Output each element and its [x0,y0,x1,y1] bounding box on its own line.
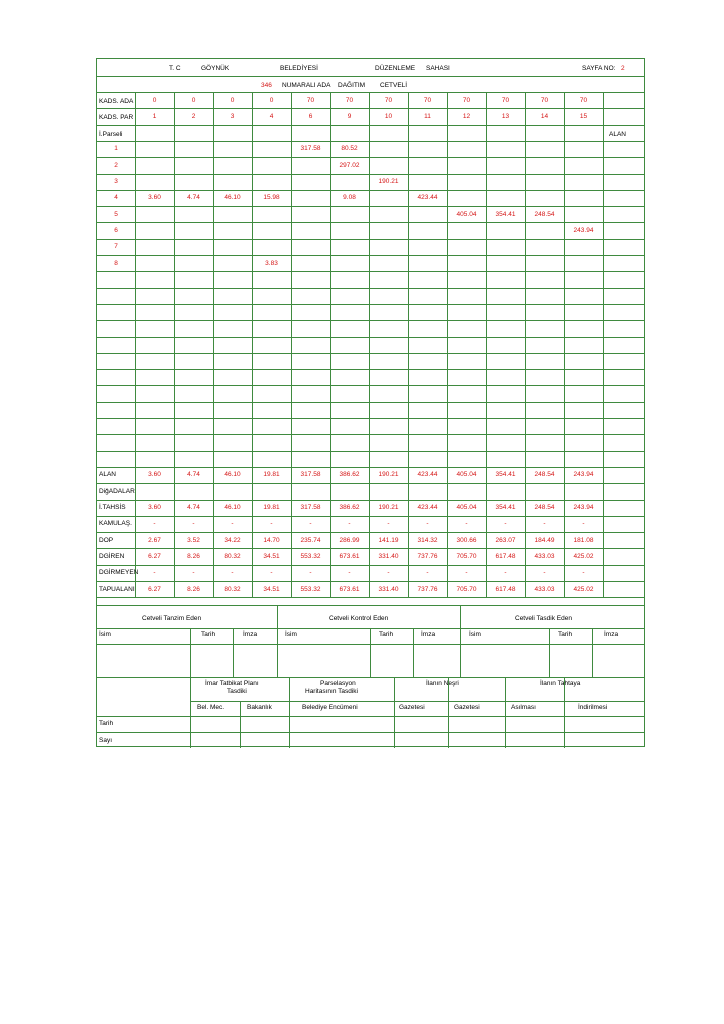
grid-line-v [564,677,565,748]
parcel-cell: 46.10 [224,194,241,202]
grid-line-h [97,141,644,142]
summary-cell: 6.27 [148,585,161,593]
grid-line-v [603,92,604,597]
parcel-cell: 80.52 [341,145,358,153]
summary-cell: 433.03 [534,552,555,560]
kads-ada-cell: 70 [384,96,393,104]
prepared-by-label: Cetveli Tanzim Eden [142,615,202,622]
area-label-2: SAHASI [426,65,450,72]
grid-line-v [448,677,449,748]
parcel-cell: 3.60 [148,194,161,202]
parcel-id: 1 [114,145,118,153]
grid-line-h [97,716,644,717]
grid-line-h [97,565,644,566]
grid-line-h [97,288,644,289]
grid-line-v [413,628,414,677]
subtitle-1: NUMARALI ADA [282,82,331,89]
tc-label: T. C [169,65,181,72]
grid-line-h [97,385,644,386]
summary-cell: - [582,520,585,528]
summary-cell: 34.51 [263,585,280,593]
kads-ada-cell: 0 [191,96,196,104]
parcel-id: 7 [114,243,118,251]
asilmasi-label: Asılması [511,704,536,711]
summary-cell: 354.41 [495,471,516,479]
grid-line-h [97,581,644,582]
kads-par-cell: 13 [501,112,510,120]
summary-cell: 46.10 [224,471,241,479]
summary-row-label: DiğADALAR [99,487,135,495]
kads-par-cell: 2 [191,112,196,120]
grid-line-h [97,190,644,191]
summary-cell: 6.27 [148,552,161,560]
kads-ada-cell: 70 [462,96,471,104]
checked-by-label: Cetveli Kontrol Eden [329,615,389,622]
approved-name-label: İsim [469,631,481,638]
summary-cell: - [231,520,234,528]
kads-ada-cell: 70 [501,96,510,104]
summary-cell: 4.74 [187,471,200,479]
summary-cell: 737.76 [417,552,438,560]
approved-by-label: Cetveli Tasdik Eden [515,615,572,622]
summary-cell: 141.19 [378,536,399,544]
parcel-id: 2 [114,161,118,169]
summary-cell: - [270,520,273,528]
summary-row-label: DGİREN [99,552,125,560]
kads-ada-label: KADS. ADA [99,98,134,105]
summary-cell: 617.48 [495,552,516,560]
grid-line-v [370,628,371,677]
summary-cell: 425.02 [573,585,594,593]
grid-line-h [97,500,644,501]
grid-line-h [97,92,644,93]
page-label: SAYFA NO: [582,65,616,72]
grid-line-h [97,548,644,549]
kads-ada-cell: 70 [345,96,354,104]
summary-cell: - [231,569,234,577]
parcel-id: 6 [114,226,118,234]
parcel-cell: 248.54 [534,210,555,218]
summary-cell: 8.26 [187,552,200,560]
summary-cell: - [582,569,585,577]
kads-par-cell: 4 [269,112,274,120]
sayi-label: Sayı [99,737,113,744]
summary-cell: 705.70 [456,552,477,560]
summary-row-label: KAMULAŞ. [99,520,132,528]
summary-cell: - [192,520,195,528]
bakanlik-label: Bakanlık [247,704,272,711]
summary-cell: 405.04 [456,471,477,479]
grid-line-h [97,467,644,468]
checked-name-label: İsim [285,631,297,638]
summary-cell: 300.66 [456,536,477,544]
summary-row-label: DOP [99,536,114,544]
kads-par-cell: 9 [347,112,352,120]
municipality-label: BELEDİYESİ [280,65,318,72]
grid-line-h [97,271,644,272]
kads-ada-cell: 70 [423,96,432,104]
grid-line-h [97,125,644,126]
summary-cell: - [348,520,351,528]
subtitle-3: CETVELİ [380,82,408,89]
kads-par-cell: 12 [462,112,471,120]
summary-cell: 184.49 [534,536,555,544]
alan-column-label: ALAN [609,131,626,138]
parcel-cell: 3.83 [265,259,278,267]
parcel-id: 8 [114,259,118,267]
summary-cell: 190.21 [378,504,399,511]
area-label-1: DÜZENLEME [375,65,416,72]
summary-cell: - [309,569,312,577]
distribution-sheet [96,58,645,747]
summary-cell: - [504,520,507,528]
grid-line-v [277,605,278,628]
grid-line-h [97,434,644,435]
grid-line-h [97,337,644,338]
indirilmesi-label: İndirilmesi [578,704,608,711]
grid-line-h [97,239,644,240]
grid-line-v [190,628,191,677]
summary-cell: 243.94 [573,471,594,479]
summary-cell: 617.48 [495,585,516,593]
summary-cell: 34.51 [263,552,280,560]
grid-line-h [97,732,644,733]
summary-cell: 190.21 [378,471,399,479]
summary-cell: 2.67 [148,536,161,544]
ilanin-nesri-label: İlanın Neşri [426,680,459,687]
summary-cell: - [153,569,156,577]
summary-cell: 705.70 [456,585,477,593]
summary-cell: 423.44 [417,471,438,479]
kads-ada-cell: 70 [306,96,315,104]
grid-line-h [97,320,644,321]
subtitle-2: DAĞITIM [338,82,366,89]
kads-par-cell: 6 [308,112,313,120]
summary-cell: 248.54 [534,504,555,511]
grid-line-v [289,677,290,748]
grid-line-h [97,418,644,419]
summary-cell: 235.74 [300,536,321,544]
grid-line-h [97,516,644,517]
summary-cell: - [387,520,390,528]
grid-line-v [240,701,241,748]
grid-line-h [97,304,644,305]
approved-date-label: Tarih [558,631,573,638]
summary-cell: 46.10 [224,504,241,511]
summary-cell: - [465,569,468,577]
summary-cell: 386.62 [339,471,360,479]
summary-cell: 673.61 [339,585,360,593]
summary-cell: - [270,569,273,577]
grid-line-h [97,222,644,223]
grid-line-h [97,76,644,77]
summary-cell: 34.22 [224,536,241,544]
grid-line-h [97,157,644,158]
summary-cell: - [348,569,351,577]
parcel-cell: 4.74 [187,194,200,202]
parcel-cell: 423.44 [417,194,438,202]
summary-cell: - [543,520,546,528]
grid-line-h [97,483,644,484]
parcel-id: 4 [114,194,118,202]
kads-ada-cell: 0 [269,96,274,104]
grid-line-v [549,628,550,677]
parcel-cell: 297.02 [339,161,360,169]
summary-cell: 553.32 [300,552,321,560]
kads-par-cell: 10 [384,112,393,120]
tarih-label: Tarih [99,720,114,727]
summary-cell: 433.03 [534,585,555,593]
parcel-cell: 190.21 [378,178,399,185]
grid-line-h [97,174,644,175]
summary-cell: - [504,569,507,577]
grid-line-h [97,605,644,606]
grid-line-v [505,677,506,748]
summary-cell: 317.58 [300,471,321,479]
ilanin-tahtaya-label: İlanın Tahtaya [540,680,581,687]
grid-line-h [97,532,644,533]
summary-cell: - [426,520,429,528]
kads-ada-cell: 70 [540,96,549,104]
summary-cell: 553.32 [300,585,321,593]
bel-mec-label: Bel. Mec. [197,704,225,711]
parcel-cell: 243.94 [573,226,594,234]
grid-line-v [592,628,593,677]
summary-cell: - [309,520,312,528]
checked-date-label: Tarih [379,631,394,638]
summary-cell: - [387,569,390,577]
ada-number: 346 [261,82,272,89]
i-parseli-label: İ.Parseli [99,131,123,138]
parcel-cell: 9.08 [343,194,356,202]
summary-cell: 3.52 [187,536,200,544]
summary-cell: 317.58 [300,504,321,511]
kads-par-label: KADS. PAR [99,114,134,121]
parcel-id: 3 [114,178,118,185]
grid-line-h [97,255,644,256]
grid-line-h [97,597,644,598]
prepared-sign-label: İmza [243,631,258,638]
belediye-encumeni-label: Belediye Encümeni [302,704,358,711]
summary-cell: 3.60 [148,471,161,479]
summary-cell: 14.70 [263,536,280,544]
grid-line-v [233,628,234,677]
summary-cell: 386.62 [339,504,360,511]
imar-plan-label-2: Tasdiki [227,688,247,695]
gazetesi-label-1: Gazetesi [399,704,425,711]
kads-par-cell: 3 [230,112,235,120]
page-number: 2 [621,65,625,72]
summary-cell: - [426,569,429,577]
summary-row-label: TAPUALANI [99,585,135,593]
summary-cell: 4.74 [187,504,200,511]
summary-cell: 354.41 [495,504,516,511]
summary-cell: 737.76 [417,585,438,593]
summary-cell: 263.07 [495,536,516,544]
parcel-cell: 15.98 [263,194,280,202]
parselasyon-label-2: Haritasının Tasdiki [305,688,358,695]
summary-cell: - [543,569,546,577]
summary-cell: 286.99 [339,536,360,544]
grid-line-h [97,108,644,109]
grid-line-h [97,206,644,207]
summary-cell: - [192,569,195,577]
checked-sign-label: İmza [421,631,436,638]
summary-cell: 425.02 [573,552,594,560]
summary-cell: 181.08 [573,536,594,544]
summary-cell: 8.26 [187,585,200,593]
summary-cell: 405.04 [456,504,477,511]
grid-line-v [460,628,461,677]
summary-cell: - [153,520,156,528]
summary-cell: 423.44 [417,504,438,511]
summary-cell: 331.40 [378,585,399,593]
grid-line-h [97,677,644,678]
summary-row-label: ALAN [99,471,116,479]
summary-cell: 3.60 [148,504,161,511]
kads-par-cell: 1 [152,112,157,120]
grid-line-h [97,369,644,370]
prepared-name-label: İsim [99,631,111,638]
summary-cell: 19.81 [263,504,280,511]
summary-cell: 80.32 [224,585,241,593]
kads-ada-cell: 0 [230,96,235,104]
grid-line-v [460,605,461,628]
summary-row-label: DGİRMEYEN [99,569,139,577]
gazetesi-label-2: Gazetesi [454,704,480,711]
parcel-cell: 317.58 [300,145,321,153]
parcel-cell: 354.41 [495,210,516,218]
kads-ada-cell: 0 [152,96,157,104]
summary-row-label: İ.TAHSİS [99,504,126,511]
parcel-cell: 405.04 [456,210,477,218]
grid-line-h [190,701,644,702]
summary-cell: 673.61 [339,552,360,560]
kads-par-cell: 14 [540,112,549,120]
summary-cell: 243.94 [573,504,594,511]
grid-line-v [394,677,395,748]
grid-line-h [97,402,644,403]
kads-ada-cell: 70 [579,96,588,104]
parcel-id: 5 [114,210,118,218]
kads-par-cell: 15 [579,112,588,120]
summary-cell: 248.54 [534,471,555,479]
grid-line-h [97,451,644,452]
grid-line-h [97,644,644,645]
parselasyon-label: Parselasyon [320,680,356,687]
grid-line-v [277,628,278,677]
summary-cell: 314.32 [417,536,438,544]
approved-sign-label: İmza [604,631,619,638]
kads-par-cell: 11 [424,112,431,120]
grid-line-v [190,677,191,748]
grid-line-h [97,353,644,354]
town-label: GÖYNÜK [201,65,230,72]
summary-cell: 80.32 [224,552,241,560]
summary-cell: - [465,520,468,528]
summary-cell: 19.81 [263,471,280,479]
summary-cell: 331.40 [378,552,399,560]
prepared-date-label: Tarih [201,631,216,638]
imar-plan-label: İmar Tatbikat Planı [205,680,259,687]
